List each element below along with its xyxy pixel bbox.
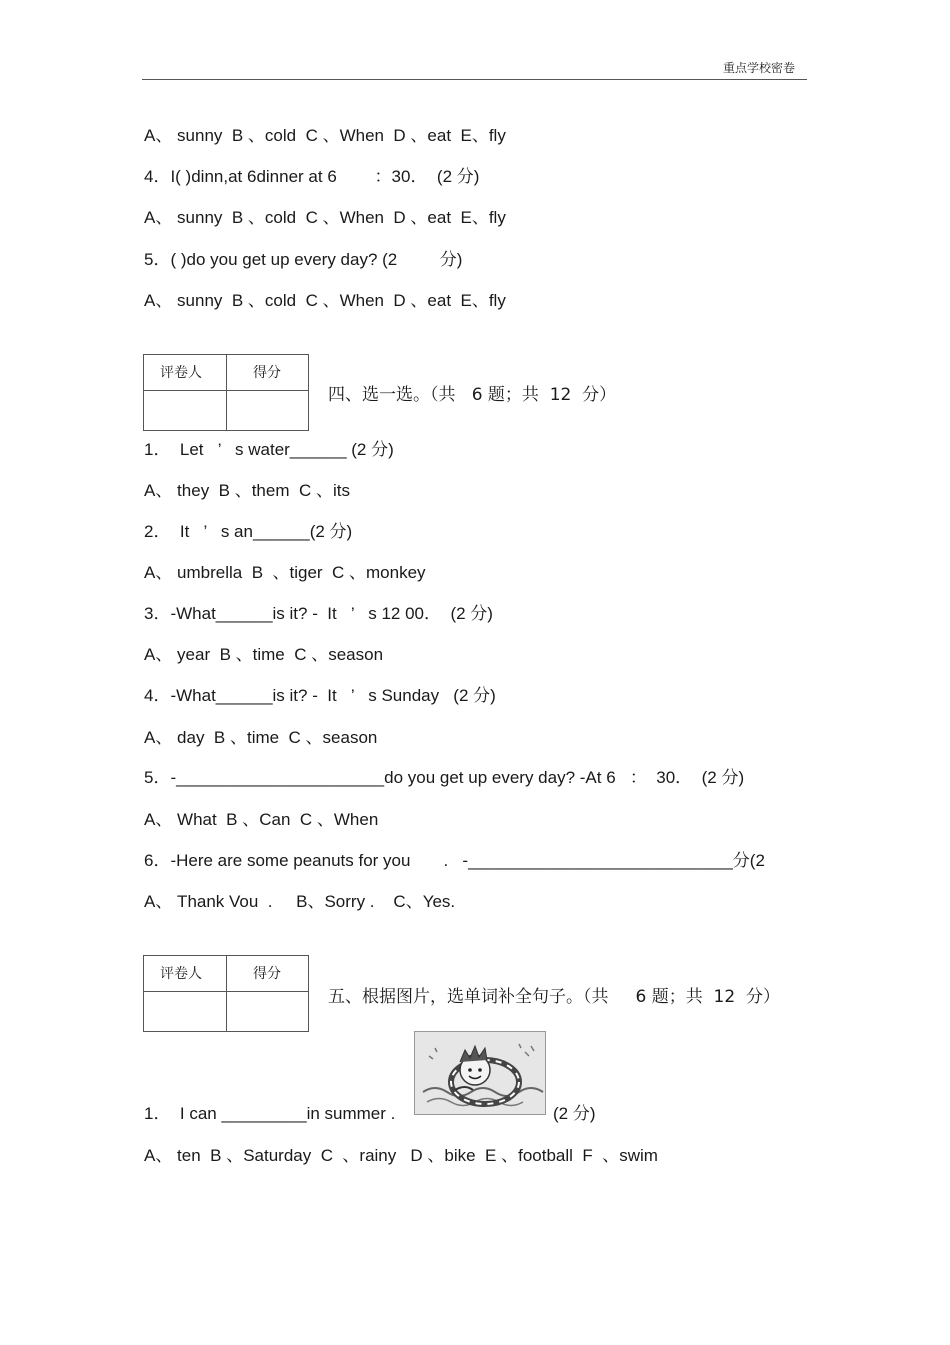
section-title: 四、选一选。（共 6 题；共 12 分） (328, 385, 617, 405)
table-divider (144, 390, 308, 391)
header-text: 重点学校密卷 (723, 61, 796, 75)
score-label: 得分 (253, 365, 281, 381)
table-divider (226, 956, 227, 1031)
swimming-boy-picture (414, 1031, 546, 1115)
swimming-boy-icon (415, 1032, 546, 1115)
grader-label: 评卷人 (160, 966, 202, 982)
table-divider (226, 355, 227, 430)
question-line: 4．I( )dinn,at 6dinner at 6 ：30． (2 分) (144, 167, 480, 186)
grader-label: 评卷人 (160, 365, 202, 381)
option-line: A、 ten B 、Saturday C 、rainy D 、bike E 、football F 、swim (144, 1146, 658, 1165)
question-line: 5．( )do you get up every day? (2 分) (144, 250, 463, 269)
question-score: (2 分) (553, 1104, 596, 1123)
question-line: 3．-What______is it? - It ’ s 12 00． (2 分) (144, 604, 493, 623)
question-line: 4．-What______is it? - It ’ s Sunday (2 分) (144, 686, 496, 705)
question-line: 5．-______________________do you get up every day? -At 6 ： 30． (2 分) (144, 768, 745, 787)
option-line: A、 umbrella B 、tiger C 、monkey (144, 563, 426, 582)
score-label: 得分 (253, 966, 281, 982)
score-table (143, 354, 309, 431)
option-line: A、 What B 、Can C 、When (144, 810, 379, 829)
option-line: A、 sunny B 、cold C 、When D 、eat E、fly (144, 291, 506, 310)
section-title: 五、根据图片，选单词补全句子。（共 6 题；共 12 分） (328, 987, 780, 1007)
question-line: 1． Let ’ s water______ (2 分) (144, 440, 394, 459)
option-line: A、 sunny B 、cold C 、When D 、eat E、fly (144, 208, 506, 227)
question-line: 2． It ’ s an______(2 分) (144, 522, 353, 541)
question-line: 1． I can _________in summer . (144, 1104, 396, 1123)
header-rule (142, 79, 807, 80)
option-line: A、 they B 、them C 、its (144, 481, 350, 500)
option-line: A、 Thank Vou . B、Sorry . C、Yes. (144, 892, 456, 911)
table-divider (144, 991, 308, 992)
question-line: 6．-Here are some peanuts for you . -____________________________分(2 (144, 851, 765, 870)
score-table (143, 955, 309, 1032)
option-line: A、 day B 、time C 、season (144, 728, 378, 747)
option-line: A、 year B 、time C 、season (144, 645, 384, 664)
option-line: A、 sunny B 、cold C 、When D 、eat E、fly (144, 126, 506, 145)
